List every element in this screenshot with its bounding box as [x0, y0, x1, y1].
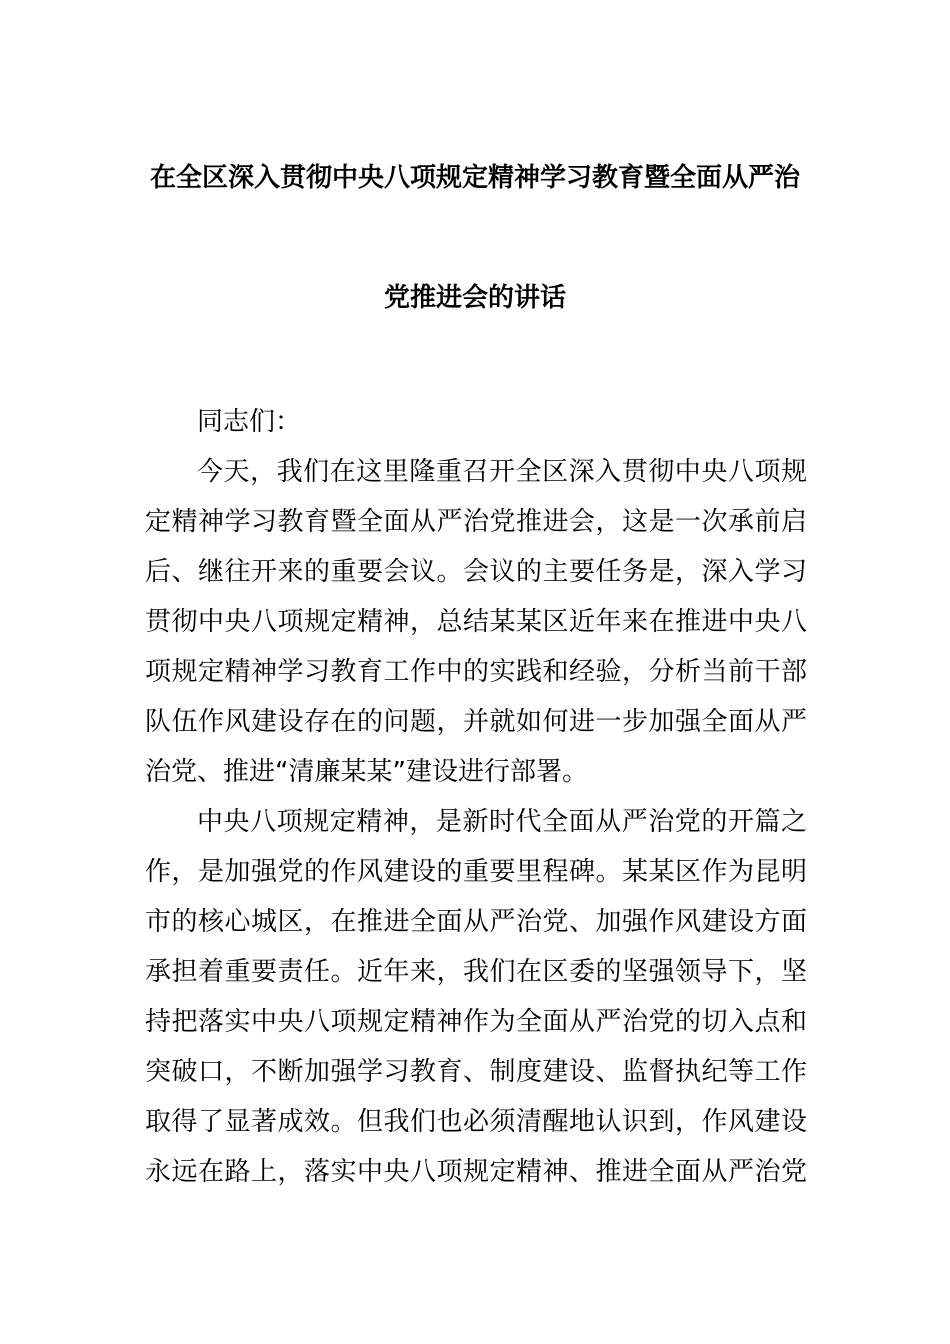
- paragraph-line: 作，是加强党的作风建设的重要里程碑。某某区作为昆明: [145, 857, 807, 887]
- paragraph-line: 贯彻中央八项规定精神，总结某某区近年来在推进中央八: [145, 607, 807, 637]
- paragraph-line: 承担着重要责任。近年来，我们在区委的坚强领导下，坚: [145, 957, 807, 987]
- title-line-1: 在全区深入贯彻中央八项规定精神学习教育暨全面从严治: [149, 163, 800, 193]
- paragraph-line: 队伍作风建设存在的问题，并就如何进一步加强全面从严: [145, 707, 807, 737]
- greeting: 同志们：: [197, 407, 302, 437]
- paragraph-line: 取得了显著成效。但我们也必须清醒地认识到，作风建设: [145, 1107, 807, 1137]
- paragraph-line: 后、继往开来的重要会议。会议的主要任务是，深入学习: [145, 557, 807, 587]
- paragraph-line: 今天，我们在这里隆重召开全区深入贯彻中央八项规: [197, 457, 807, 487]
- paragraph-line: 持把落实中央八项规定精神作为全面从严治党的切入点和: [145, 1007, 807, 1037]
- title-line-2: 党推进会的讲话: [383, 283, 566, 313]
- paragraph-line: 定精神学习教育暨全面从严治党推进会，这是一次承前启: [145, 507, 807, 537]
- paragraph-line: 永远在路上，落实中央八项规定精神、推进全面从严治党: [145, 1157, 807, 1187]
- paragraph-2: [145, 797, 807, 1197]
- paragraph-line: 中央八项规定精神，是新时代全面从严治党的开篇之: [197, 807, 807, 837]
- paragraph-1: [145, 447, 807, 797]
- paragraph-line: 市的核心城区，在推进全面从严治党、加强作风建设方面: [145, 907, 807, 937]
- paragraph-line: 治党、推进“清廉某某”建设进行部署。: [145, 757, 588, 787]
- paragraph-line: 项规定精神学习教育工作中的实践和经验，分析当前干部: [145, 657, 807, 687]
- paragraph-line: 突破口，不断加强学习教育、制度建设、监督执纪等工作: [145, 1057, 807, 1087]
